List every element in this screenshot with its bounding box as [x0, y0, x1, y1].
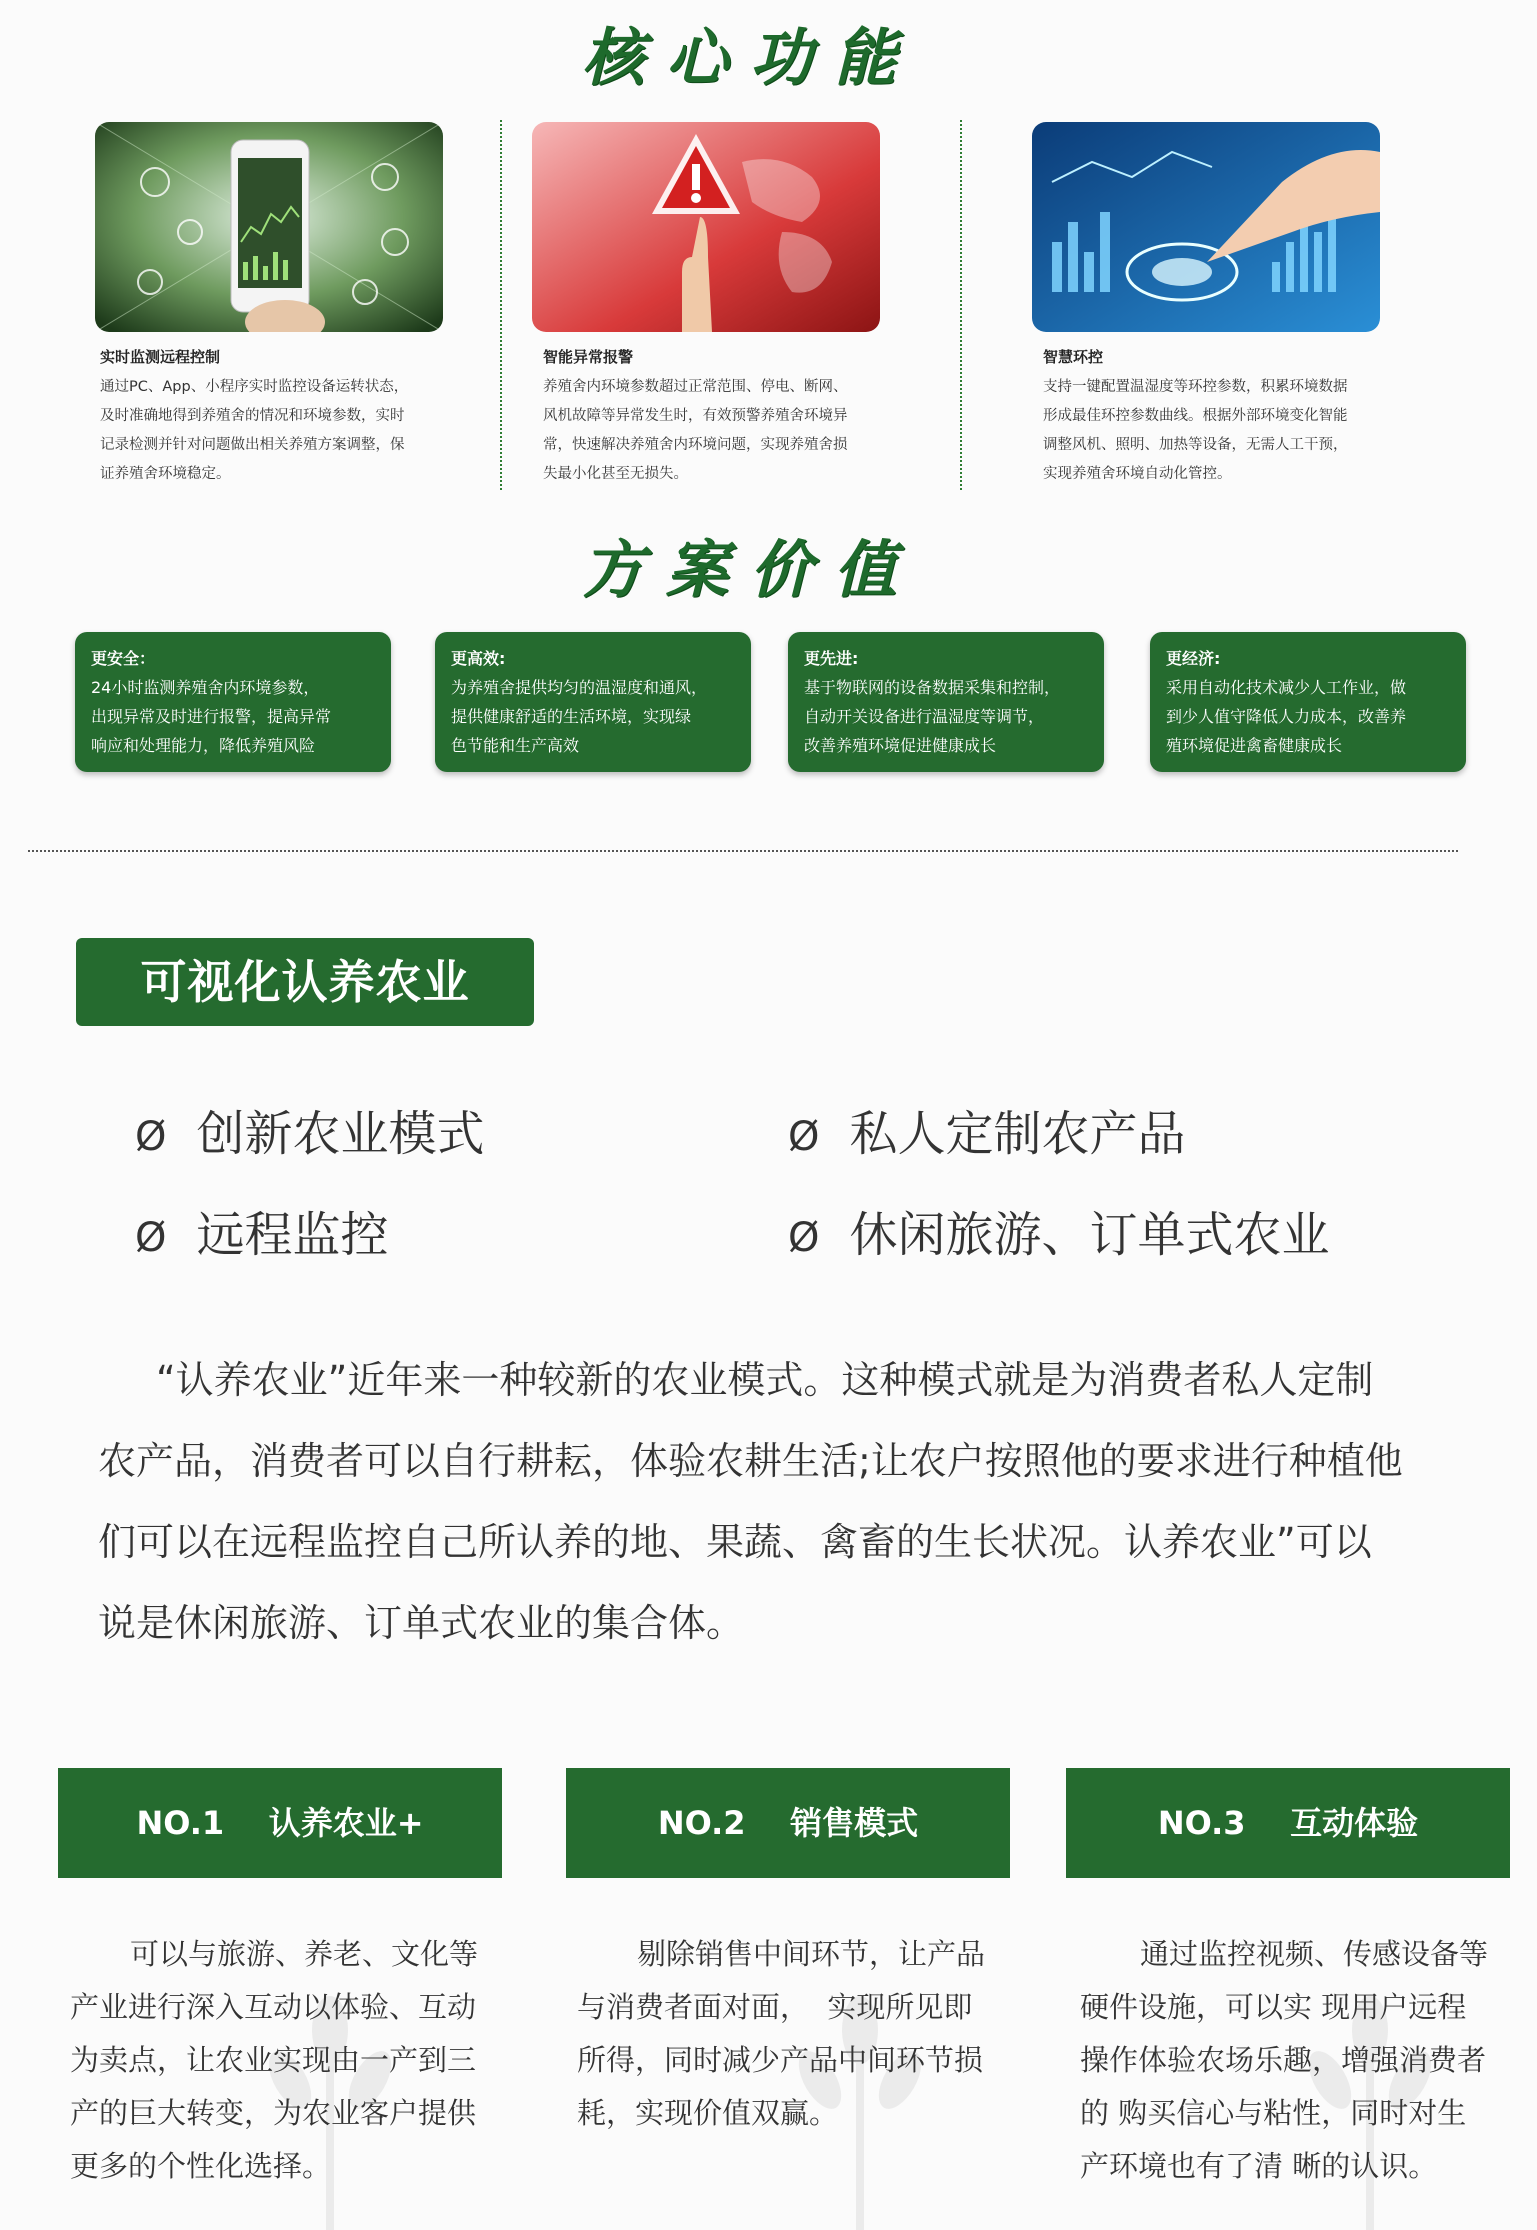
feature-title: 智能异常报警	[543, 348, 634, 366]
description-line: 为卖点，让农业实现由一产到三	[70, 2043, 477, 2077]
value-title: 更经济:	[1166, 649, 1221, 668]
value-title: 更高效:	[451, 649, 506, 668]
bullet-innovation	[135, 1095, 485, 1164]
feature-line: 调整风机、照明、加热等设备，无需人工干预，	[1043, 437, 1348, 453]
value-box-safer	[75, 632, 391, 772]
description-line: 产环境也有了清 晰的认识。	[1080, 2149, 1438, 2183]
value-line: 殖环境促进禽畜健康成长	[1166, 736, 1343, 755]
value-line: 自动开关设备进行温湿度等调节，	[804, 707, 1045, 726]
description-line: 产的巨大转变，为农业客户提供	[70, 2096, 477, 2130]
value-heading: 方案价值	[581, 533, 918, 606]
feature-remote-monitoring	[100, 346, 460, 489]
value-line: 出现异常及时进行报警，提高异常	[91, 707, 332, 726]
feature-line: 失最小化甚至无损失。	[543, 466, 688, 482]
value-line: 响应和处理能力，降低养殖风险	[91, 736, 316, 755]
bullet-text: 远程监控	[196, 1207, 389, 1263]
feature-smart-control	[1043, 346, 1403, 489]
description-line: 更多的个性化选择。	[70, 2149, 332, 2183]
feature-title: 实时监测远程控制	[100, 348, 221, 366]
value-line: 到少人值守降低人力成本，改善养	[1166, 707, 1407, 726]
value-box-economical	[1150, 632, 1466, 772]
description-line: 耗，实现价值双赢。	[577, 2096, 839, 2130]
description-line: 的 购买信心与粘性，同时对生	[1080, 2096, 1467, 2130]
feature-line: 形成最佳环控参数曲线。根据外部环境变化智能	[1043, 408, 1348, 424]
paragraph-line: 农产品，消费者可以自行耕耘，体验农耕生活;让农户按照他的要求进行种植他	[98, 1439, 1403, 1483]
no1-description	[70, 1928, 510, 2193]
value-title: 更先进:	[804, 649, 859, 668]
feature-image-alarm	[532, 122, 880, 332]
description-line: 通过监控视频、传感设备等	[1140, 1937, 1489, 1971]
description-line: 剔除销售中间环节，让产品	[637, 1937, 986, 1971]
value-line: 采用自动化技术减少人工作业，做	[1166, 678, 1407, 697]
no1-header: NO.1 认养农业+	[58, 1768, 502, 1878]
bullet-marker: Ø	[788, 1114, 820, 1160]
value-line: 改善养殖环境促进健康成长	[804, 736, 997, 755]
bullet-marker: Ø	[788, 1215, 820, 1261]
bullet-custom-products	[788, 1095, 1186, 1164]
intro-paragraph	[98, 1340, 1498, 1664]
value-line: 为养殖舍提供均匀的温湿度和通风，	[451, 678, 708, 697]
value-line: 色节能和生产高效	[451, 736, 580, 755]
feature-line: 记录检测并针对问题做出相关养殖方案调整，保	[100, 437, 405, 453]
feature-alarm	[543, 346, 903, 489]
description-line: 与消费者面对面， 实现所见即	[577, 1990, 973, 2024]
description-line: 硬件设施，可以实 现用户远程	[1080, 1990, 1467, 2024]
bullet-text: 休闲旅游、订单式农业	[849, 1207, 1330, 1263]
description-line: 所得，同时减少产品中间环节损	[577, 2043, 984, 2077]
feature-line: 常，快速解决养殖舍内环境问题，实现养殖舍损	[543, 437, 848, 453]
paragraph-line: “认养农业”近年来一种较新的农业模式。这种模式就是为消费者私人定制	[156, 1358, 1374, 1402]
bullet-text: 私人定制农产品	[849, 1106, 1186, 1162]
value-line: 提供健康舒适的生活环境，实现绿	[451, 707, 692, 726]
feature-image-remote-monitoring	[95, 122, 443, 332]
no3-description	[1080, 1928, 1520, 2193]
description-line: 可以与旅游、养老、文化等	[130, 1937, 479, 1971]
core-heading: 核心功能	[581, 21, 918, 94]
bullet-marker: Ø	[135, 1215, 167, 1261]
description-line: 产业进行深入互动以体验、互动	[70, 1990, 477, 2024]
feature-description	[543, 373, 903, 489]
bullet-remote-monitoring	[135, 1196, 389, 1265]
no3-header: NO.3 互动体验	[1066, 1768, 1510, 1878]
no2-header: NO.2 销售模式	[566, 1768, 1010, 1878]
feature-divider	[500, 120, 502, 490]
feature-line: 及时准确地得到养殖舍的情况和环境参数，实时	[100, 408, 405, 424]
paragraph-line: 们可以在远程监控自己所认养的地、果蔬、禽畜的生长状况。认养农业”可以	[98, 1520, 1372, 1564]
value-title: 更安全：	[91, 649, 156, 668]
bullet-marker: Ø	[135, 1114, 167, 1160]
feature-line: 证养殖舍环境稳定。	[100, 466, 231, 482]
feature-line: 实现养殖舍环境自动化管控。	[1043, 466, 1232, 482]
feature-line: 支持一键配置温湿度等环控参数，积累环境数据	[1043, 379, 1348, 395]
value-line: 24小时监测养殖舍内环境参数，	[91, 678, 320, 697]
visual-banner: 可视化认养农业	[76, 938, 534, 1026]
bullet-leisure-tourism	[788, 1196, 1330, 1265]
feature-line: 养殖舍内环境参数超过正常范围、停电、断网、	[543, 379, 848, 395]
feature-image-smart-control	[1032, 122, 1380, 332]
paragraph-line: 说是休闲旅游、订单式农业的集合体。	[98, 1601, 745, 1645]
feature-description	[100, 373, 460, 489]
value-line: 基于物联网的设备数据采集和控制，	[804, 678, 1061, 697]
bullet-text: 创新农业模式	[196, 1106, 485, 1162]
feature-line: 通过PC、App、小程序实时监控设备运转状态，	[100, 379, 409, 395]
feature-title: 智慧环控	[1043, 348, 1104, 366]
value-box-advanced	[788, 632, 1104, 772]
value-box-efficient	[435, 632, 751, 772]
section-divider	[28, 850, 1458, 852]
feature-line: 风机故障等异常发生时，有效预警养殖舍环境异	[543, 408, 848, 424]
feature-description	[1043, 373, 1403, 489]
feature-divider	[960, 120, 962, 490]
no2-description	[577, 1928, 1017, 2140]
description-line: 操作体验农场乐趣，增强消费者	[1080, 2043, 1487, 2077]
